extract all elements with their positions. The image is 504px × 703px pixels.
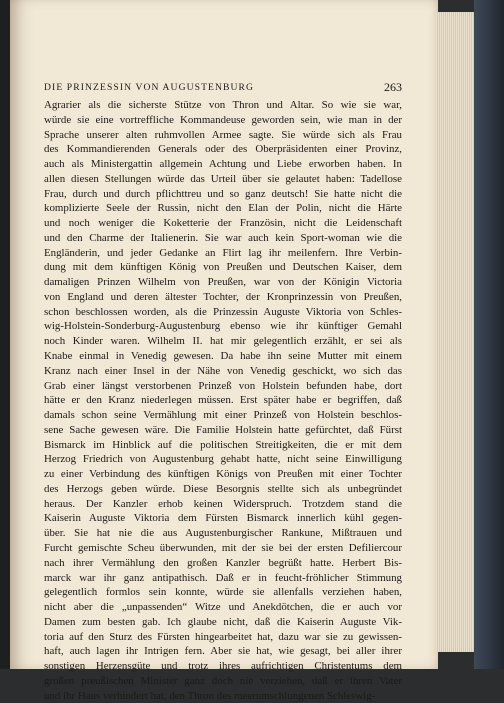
text-line: Herzog Friedrich von Augustenburg gehabt hatte, nicht seine Einwilligung — [44, 453, 402, 466]
book-page — [10, 0, 438, 702]
text-line: noch Kinder waren. Wilhelm II. hat mir gelegentlich erzählt, er sei als — [44, 335, 402, 348]
text-line: toria auf den Sturz des Fürsten hingearbeitet hat, dazu war sie zu gewissen- — [44, 630, 402, 643]
text-line: Bismarck im Hinblick auf die politischen Streitigkeiten, die er mit dem — [44, 438, 402, 451]
running-head: DIE PRINZESSIN VON AUGUSTENBURG — [44, 82, 255, 93]
text-line: Furcht gemischte Scheu überwunden, mit der sie bei der ersten Defiliercour — [44, 541, 402, 554]
text-line: auch als Ministergattin allgemein Achtung und Liebe erworben haben. In — [44, 158, 402, 171]
text-line: großen preußischen Minister ganz doch nie verziehen, daß er ihren Vater — [44, 674, 402, 687]
text-line: schon beschlossen worden, als die Prinzessin Auguste Viktoria von Schles- — [44, 305, 402, 318]
text-line: hätte er den Kranz niederlegen müssen. Erst später habe er begriffen, daß — [44, 394, 402, 407]
text-line: Frau, durch und durch pflichttreu und so ganz deutsch! Sie hatte nicht die — [44, 187, 402, 200]
text-line: über. Sie hat nie die aus Augustenburgischer Rankune, Mißtrauen und — [44, 527, 402, 540]
text-line: damals schon seine Vermählung mit einer Prinzeß von Holstein beschlos- — [44, 409, 402, 422]
text-line: nicht aber die „unpassenden“ Witze und Anekdötchen, die er auch vor — [44, 601, 402, 614]
text-line: zu einer Verbindung des künftigen Königs von Preußen mit einer Tochter — [44, 468, 402, 481]
text-line: gelegentlich formlos sein konnte, würde sie allenfalls verziehen haben, — [44, 586, 402, 599]
text-line: Kaiserin Auguste Viktoria dem Fürsten Bismarck innerlich kühl gegen- — [44, 512, 402, 525]
text-line: und den Charme der Italienerin. Sie war auch kein Sport-woman wie die — [44, 231, 402, 244]
text-line: allen diesen Stellungen würde das Urteil über sie gelautet haben: Tadellose — [44, 172, 402, 185]
text-line: würde sie eine vortreffliche Kommandeuse geworden sein, wie man in der — [44, 113, 402, 126]
text-line: heraus. Der Kanzler erhob keinen Widerspruch. Trotzdem stand die — [44, 497, 402, 510]
text-line: des Kommandierenden Generals oder des Oberpräsidenten einer Provinz, — [44, 143, 402, 156]
page-edges — [436, 12, 478, 652]
text-line: Damen zum besten gab. Ich glaube nicht, daß die Kaiserin Auguste Vik- — [44, 615, 402, 628]
book-cover-edge — [474, 0, 504, 669]
text-line: damaligen Prinzen Wilhelm von Preußen, war von der Königin Victoria — [44, 276, 402, 289]
text-line: dung mit dem künftigen König von Preußen und Deutschen Kaiser, dem — [44, 261, 402, 274]
text-line: sonstigen Herzensgüte und trotz ihres aufrichtigen Christentums dem — [44, 660, 402, 673]
text-line: komplizierte Seele der Russin, nicht den Elan der Polin, nicht die Härte — [44, 202, 402, 215]
text-line: nach ihrer Vermählung den großen Kanzler begrüßt hatte. Herbert Bis- — [44, 556, 402, 569]
text-line: und noch weniger die Koketterie der Französin, nicht die Leidenschaft — [44, 217, 402, 230]
text-line: von England und deren ältester Tochter, der Kronprinzessin von Preußen, — [44, 290, 402, 303]
text-line: sene Sache gewesen wäre. Die Familie Holstein hatte gefürchtet, daß Fürst — [44, 423, 402, 436]
text-line: Sprache unserer alten ruhmvollen Armee sagte. Sie würde sich als Frau — [44, 128, 402, 141]
text-line: Engländerin, und jeder Gedanke an Flirt lag ihr meilenfern. Ihre Verbin- — [44, 246, 402, 259]
text-line: des Herzogs geben würde. Diese Besorgnis stellte sich als unbegründet — [44, 482, 402, 495]
text-line: Kranz nach einer Insel in der Nähe von Venedig geschickt, wo sich das — [44, 364, 402, 377]
body-text — [44, 98, 402, 703]
text-line: Knabe einmal in Venedig gewesen. Da habe ihn seine Mutter mit einem — [44, 350, 402, 363]
text-line: Grab einer längst verstorbenen Prinzeß von Holstein befunden habe, dort — [44, 379, 402, 392]
text-line: wig-Holstein-Sonderburg-Augustenburg ebenso wie ihr künftiger Gemahl — [44, 320, 402, 333]
text-line: und ihr Haus verhindert hat, den Thron des meerumschlungenen Schleswig- — [44, 689, 376, 702]
text-line: Agrarier als die sicherste Stütze von Thron und Altar. So wie sie war, — [44, 99, 402, 111]
page-number: 263 — [384, 80, 402, 94]
text-line: haft, auch lagen ihr Intrigen fern. Aber sie hat, wie gesagt, bei aller ihrer — [44, 645, 402, 658]
text-line: marck war ihr ganz antipathisch. Daß er in feucht-fröhlicher Stimmung — [44, 571, 402, 584]
